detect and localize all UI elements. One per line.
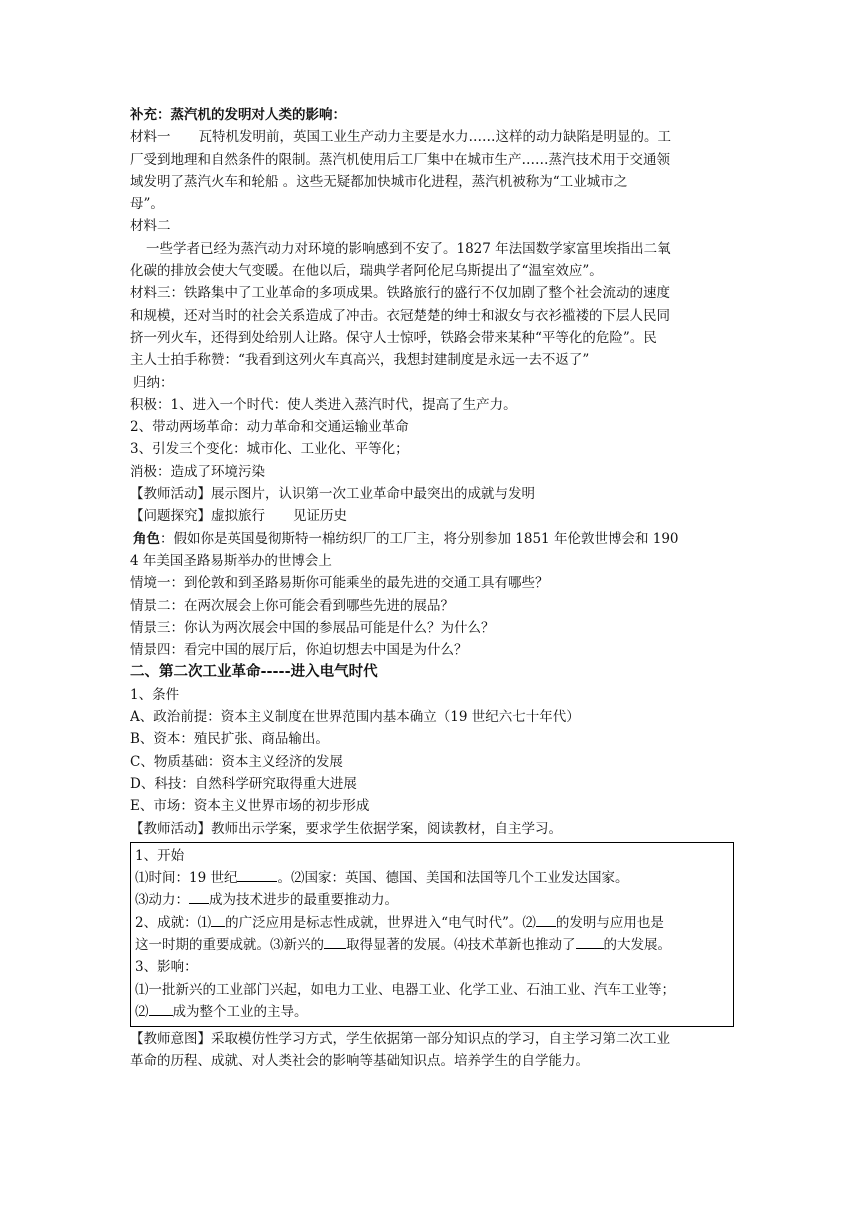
worksheet-box xyxy=(130,842,734,1027)
worksheet-line: ⑴时间：19 世纪 。⑵国家：英国、德国、美国和法国等几个工业发达国家。 xyxy=(135,867,729,889)
material-three-line: 主人士拍手称赞：“我看到这列火车真高兴，我想封建制度是永远一去不返了” xyxy=(130,352,590,369)
material-one-line: 域发明了蒸汽火车和轮船 。这些无疑都加快城市化进程，蒸汽机被称为“工业城市之 xyxy=(130,173,628,190)
scenario-2: 情景二：在两次展会上你可能会看到哪些先进的展品？ xyxy=(130,597,454,614)
conditions-label: 1、条件 xyxy=(130,686,180,703)
worksheet-line: 2、成就：⑴ 的广泛应用是标志性成就，世界进入“电气时代”。⑵ 的发明与应用也是 xyxy=(135,912,729,934)
material-three-line: 材料三：铁路集中了工业革命的多项成果。铁路旅行的盛行不仅加剧了整个社会流动的速度 xyxy=(130,285,670,302)
worksheet-start: 1、开始 xyxy=(135,847,185,864)
material-two-label: 材料二 xyxy=(130,218,171,235)
material-three-line: 挤一列火车，还得到处给别人让路。保守人士惊呼，铁路会带来某种“平等化的危险”。民 xyxy=(130,329,657,346)
document-page xyxy=(130,104,734,1073)
fill-blank xyxy=(211,912,225,927)
material-one-line: 母”。 xyxy=(130,196,164,213)
scenario-1: 情境一：到伦敦和到圣路易斯你可能乘坐的最先进的交通工具有哪些？ xyxy=(130,575,549,592)
worksheet-line: ⑶动力： 成为技术进步的最重要推动力。 xyxy=(135,889,729,911)
scenario-4: 情景四：看完中国的展厅后，你迫切想去中国是为什么？ xyxy=(130,642,468,659)
summary-label: 归纳： xyxy=(133,374,174,391)
worksheet-line: ⑴一批新兴的工业部门兴起，如电力工业、电器工业、化学工业、石油工业、汽车工业等； xyxy=(135,981,675,998)
fill-blank xyxy=(149,1001,173,1016)
inquiry-subtitle: 见证历史 xyxy=(293,508,347,525)
condition-a: A、政治前提：资本主义制度在世界范围内基本确立（19 世纪六七十年代） xyxy=(130,709,580,726)
fill-blank xyxy=(237,867,277,882)
teacher-intent: 【教师意图】采取模仿性学习方式，学生依据第一部分知识点的学习，自主学习第二次工业 xyxy=(130,1031,670,1048)
summary-negative: 消极：造成了环境污染 xyxy=(130,463,265,480)
summary-positive-2: 2、带动两场革命：动力革命和交通运输业革命 xyxy=(130,419,409,436)
role-text: ：假如你是英国曼彻斯特一棉纺织厂的工厂主，将分别参加 1851 年伦敦世博会和 190 xyxy=(160,530,679,547)
fill-blank xyxy=(324,934,346,949)
condition-c: C、物质基础：资本主义经济的发展 xyxy=(130,753,343,770)
teacher-activity: 【教师活动】展示图片，认识第一次工业革命中最突出的成就与发明 xyxy=(130,486,535,503)
fill-blank xyxy=(536,912,556,927)
supplement-title: 补充：蒸汽机的发明对人类的影响： xyxy=(130,107,346,123)
material-one-label: 材料一 xyxy=(130,129,171,146)
condition-e: E、市场：资本主义世界市场的初步形成 xyxy=(130,798,370,815)
material-three-line: 和规模，还对当时的社会关系造成了冲击。衣冠楚楚的绅士和淑女与衣衫褴褛的下层人民同 xyxy=(130,307,670,324)
material-one-text: 瓦特机发明前，英国工业生产动力主要是水力……这样的动力缺陷是明显的。工 xyxy=(198,129,671,146)
teacher-activity-2: 【教师活动】教师出示学案，要求学生依据学案，阅读教材，自主学习。 xyxy=(130,820,562,837)
material-two-line: 化碳的排放会使大气变暖。在他以后，瑞典学者阿伦尼乌斯提出了“温室效应”。 xyxy=(130,263,603,280)
material-two-line: 一些学者已经为蒸汽动力对环境的影响感到不安了。1827 年法国数学家富里埃指出二氧 xyxy=(146,240,671,257)
material-one-line: 厂受到地理和自然条件的限制。蒸汽机使用后工厂集中在城市生产……蒸汽技术用于交通领 xyxy=(130,151,670,168)
condition-b: B、资本：殖民扩张、商品输出。 xyxy=(130,731,329,748)
role-label: 角色 xyxy=(133,530,160,547)
inquiry-line xyxy=(130,505,734,527)
condition-d: D、科技：自然科学研究取得重大进展 xyxy=(130,775,357,792)
inquiry-title: 【问题探究】虚拟旅行 xyxy=(130,508,265,525)
material-one-line xyxy=(130,126,734,148)
scenario-3: 情景三：你认为两次展会中国的参展品可能是什么？为什么？ xyxy=(130,619,495,636)
worksheet-line: 这一时期的重要成就。⑶新兴的 取得显著的发展。⑷技术革新也推动了 的大发展。 xyxy=(135,934,729,956)
fill-blank xyxy=(576,934,604,949)
summary-positive-3: 3、引发三个变化：城市化、工业化、平等化； xyxy=(130,441,409,458)
role-line: 4 年美国圣路易斯举办的世博会上 xyxy=(130,552,332,569)
teacher-intent: 革命的历程、成就、对人类社会的影响等基础知识点。培养学生的自学能力。 xyxy=(130,1053,589,1070)
worksheet-impact: 3、影响： xyxy=(135,959,198,976)
worksheet-line: ⑵ 成为整个工业的主导。 xyxy=(135,1001,729,1023)
role-line xyxy=(130,528,734,550)
section-two-heading: 二、第二次工业革命-----进入电气时代 xyxy=(130,663,378,681)
summary-positive-1: 积极：1、进入一个时代：使人类进入蒸汽时代，提高了生产力。 xyxy=(130,396,517,413)
fill-blank xyxy=(189,889,209,904)
